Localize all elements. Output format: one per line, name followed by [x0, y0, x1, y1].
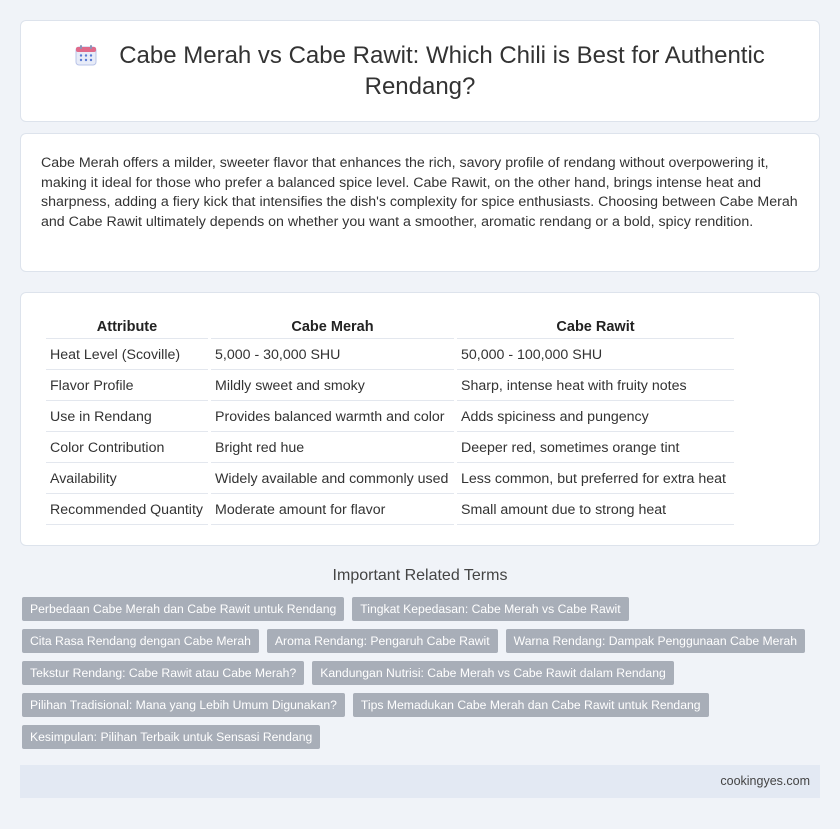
table-cell: Bright red hue [211, 434, 454, 463]
intro-paragraph: Cabe Merah offers a milder, sweeter flavor that enhances the rich, savory profile of rendang without overpowering it, making it ideal for those who prefer a balanced spice level. Cabe Rawit, on the other hand, brings intense heat and sharpness, adding a fiery kick that intensifies the dish's complexity for spice enthusiasts. Choosing between Cabe Merah and Cabe Rawit ultimately depends on whether you want a smoother, aromatic rendang or a bold, spicy rendition. [41, 155, 798, 230]
table-row [46, 496, 734, 525]
footer [20, 765, 820, 798]
page-title [61, 40, 779, 102]
table-row [46, 372, 734, 401]
table-cell: Sharp, intense heat with fruity notes [457, 372, 734, 401]
table-cell: Color Contribution [46, 434, 208, 463]
related-term-tag[interactable]: Kandungan Nutrisi: Cabe Merah vs Cabe Rawit dalam Rendang [312, 661, 674, 685]
calendar-icon [75, 44, 97, 66]
table-cell: Availability [46, 465, 208, 494]
table-row [46, 465, 734, 494]
footer-site-link[interactable]: cookingyes.com [720, 774, 810, 788]
table-row [46, 341, 734, 370]
table-cell: Less common, but preferred for extra heat [457, 465, 734, 494]
table-cell: Moderate amount for flavor [211, 496, 454, 525]
table-cell: Adds spiciness and pungency [457, 403, 734, 432]
column-header-cabe-merah: Cabe Merah [211, 315, 454, 339]
column-header-cabe-rawit: Cabe Rawit [457, 315, 734, 339]
table-cell: Small amount due to strong heat [457, 496, 734, 525]
comparison-table [43, 313, 737, 527]
intro-card [20, 133, 820, 272]
table-cell: 5,000 - 30,000 SHU [211, 341, 454, 370]
table-cell: Use in Rendang [46, 403, 208, 432]
table-cell: Mildly sweet and smoky [211, 372, 454, 401]
table-row [46, 434, 734, 463]
related-term-tag[interactable]: Tekstur Rendang: Cabe Rawit atau Cabe Merah? [22, 661, 304, 685]
table-cell: Widely available and commonly used [211, 465, 454, 494]
comparison-table-card [20, 292, 820, 546]
table-cell: Deeper red, sometimes orange tint [457, 434, 734, 463]
related-term-tag[interactable]: Kesimpulan: Pilihan Terbaik untuk Sensasi Rendang [22, 725, 320, 749]
related-term-tag[interactable]: Warna Rendang: Dampak Penggunaan Cabe Merah [506, 629, 805, 653]
related-term-tag[interactable]: Cita Rasa Rendang dengan Cabe Merah [22, 629, 259, 653]
related-term-tag[interactable]: Pilihan Tradisional: Mana yang Lebih Umum Digunakan? [22, 693, 345, 717]
related-term-tag[interactable]: Tingkat Kepedasan: Cabe Merah vs Cabe Rawit [352, 597, 628, 621]
page-title-text: Cabe Merah vs Cabe Rawit: Which Chili is Best for Authentic Rendang? [119, 42, 765, 100]
table-cell: Flavor Profile [46, 372, 208, 401]
related-terms-list [22, 597, 812, 749]
table-header-row [46, 315, 734, 339]
table-cell: 50,000 - 100,000 SHU [457, 341, 734, 370]
table-cell: Heat Level (Scoville) [46, 341, 208, 370]
related-terms-title: Important Related Terms [332, 567, 508, 584]
header-card [20, 20, 820, 122]
table-cell: Provides balanced warmth and color [211, 403, 454, 432]
column-header-attribute: Attribute [46, 315, 208, 339]
table-row [46, 403, 734, 432]
related-term-tag[interactable]: Tips Memadukan Cabe Merah dan Cabe Rawit untuk Rendang [353, 693, 709, 717]
related-term-tag[interactable]: Aroma Rendang: Pengaruh Cabe Rawit [267, 629, 498, 653]
related-term-tag[interactable]: Perbedaan Cabe Merah dan Cabe Rawit untuk Rendang [22, 597, 344, 621]
table-cell: Recommended Quantity [46, 496, 208, 525]
